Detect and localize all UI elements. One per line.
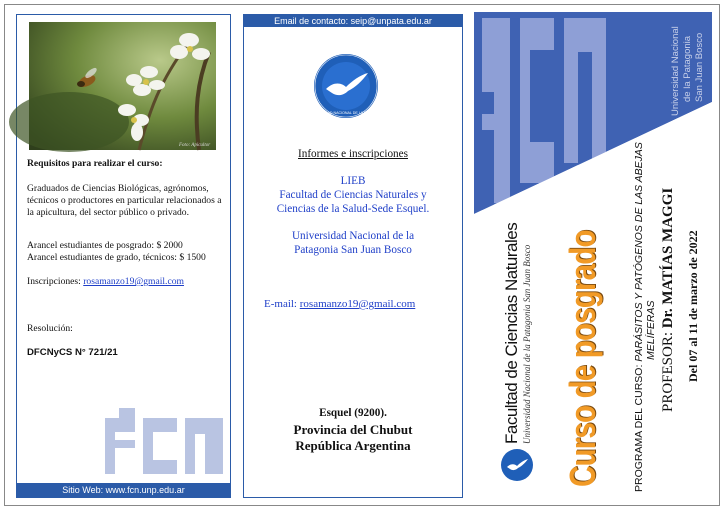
cover-universidad-line1: Universidad Nacional bbox=[670, 26, 681, 116]
cover-universidad-line3: San Juan Bosco bbox=[694, 32, 705, 102]
cover-universidad-line2: de la Patagonia bbox=[682, 35, 693, 102]
arancel-grado: Arancel estudiantes de grado, técnicos: $ 1500 bbox=[27, 252, 206, 263]
header-email-contacto[interactable]: Email de contacto: seip@unpata.edu.ar bbox=[244, 15, 462, 27]
resolucion-label: Resolución: bbox=[27, 323, 73, 334]
cover-curso-title: Curso de posgrado bbox=[562, 230, 603, 487]
programa-prefix: PROGRAMA DEL CURSO: bbox=[633, 361, 645, 492]
facultad-line2: Ciencias de la Salud-Sede Esquel. bbox=[276, 203, 430, 215]
informes-title: Informes e inscripciones bbox=[298, 148, 408, 160]
seal-text: UNIVERSIDAD NACIONAL DE LA PATAGONIA bbox=[307, 111, 385, 115]
requisitos-text: Graduados de Ciencias Biológicas, agrónomos, técnicos o productores en particular relacionados a la apicultura, del sector público o privado. bbox=[27, 183, 222, 218]
footer-website[interactable]: Sitio Web: www.fcn.unp.edu.ar bbox=[17, 483, 230, 497]
arancel-posgrado: Arancel estudiantes de posgrado: $ 2000 bbox=[27, 240, 183, 251]
cover-programa bbox=[634, 142, 646, 492]
facultad-seal-icon bbox=[500, 448, 534, 482]
requisitos-title: Requisitos para realizar el curso: bbox=[27, 158, 163, 169]
universidad-line2: Patagonia San Juan Bosco bbox=[294, 244, 412, 256]
cover-facultad-sub: Universidad Nacional de la Patagonia San Juan Bosco bbox=[522, 244, 532, 444]
svg-text:Foto: Apicultor: Foto: Apicultor bbox=[179, 143, 211, 148]
cover-profesor bbox=[660, 188, 677, 412]
email-link[interactable]: rosamanzo19@gmail.com bbox=[299, 298, 416, 310]
ciudad: Esquel (9200). bbox=[319, 407, 387, 419]
lieb: LIEB bbox=[340, 175, 366, 187]
profesor-name: Dr. MATÍAS MAGGI bbox=[660, 187, 676, 329]
fcn-logo-small bbox=[105, 408, 223, 474]
email-label: E-mail: bbox=[264, 298, 300, 310]
inscripciones-label: Inscripciones: bbox=[27, 276, 84, 287]
cover-facultad: Facultad de Ciencias Naturales bbox=[502, 222, 521, 444]
inscripciones-email-link[interactable]: rosamanzo19@gmail.com bbox=[83, 276, 184, 287]
university-seal bbox=[307, 53, 385, 119]
universidad-line1: Universidad Nacional de la bbox=[291, 230, 415, 242]
programa-title: PARÁSITOS Y PATÓGENOS DE LAS ABEJAS bbox=[633, 142, 645, 362]
profesor-label: PROFESOR: bbox=[660, 328, 676, 412]
pais: República Argentina bbox=[295, 438, 411, 453]
facultad-line1: Facultad de Ciencias Naturales y bbox=[279, 189, 427, 201]
provincia: Provincia del Chubut bbox=[293, 422, 413, 437]
email-line bbox=[264, 298, 415, 311]
resolucion-value: DFCNyCS N° 721/21 bbox=[27, 347, 118, 358]
panel-requisitos bbox=[16, 14, 231, 498]
inscripciones bbox=[27, 276, 227, 288]
cover-programa-line2 bbox=[646, 300, 658, 360]
programa-title2: MELÍFERAS bbox=[645, 300, 657, 360]
panel-cover bbox=[474, 12, 712, 500]
bee-flower-photo bbox=[29, 22, 216, 150]
panel-informes bbox=[243, 14, 463, 498]
cover-fecha: Del 07 al 11 de marzo de 2022 bbox=[686, 230, 700, 382]
